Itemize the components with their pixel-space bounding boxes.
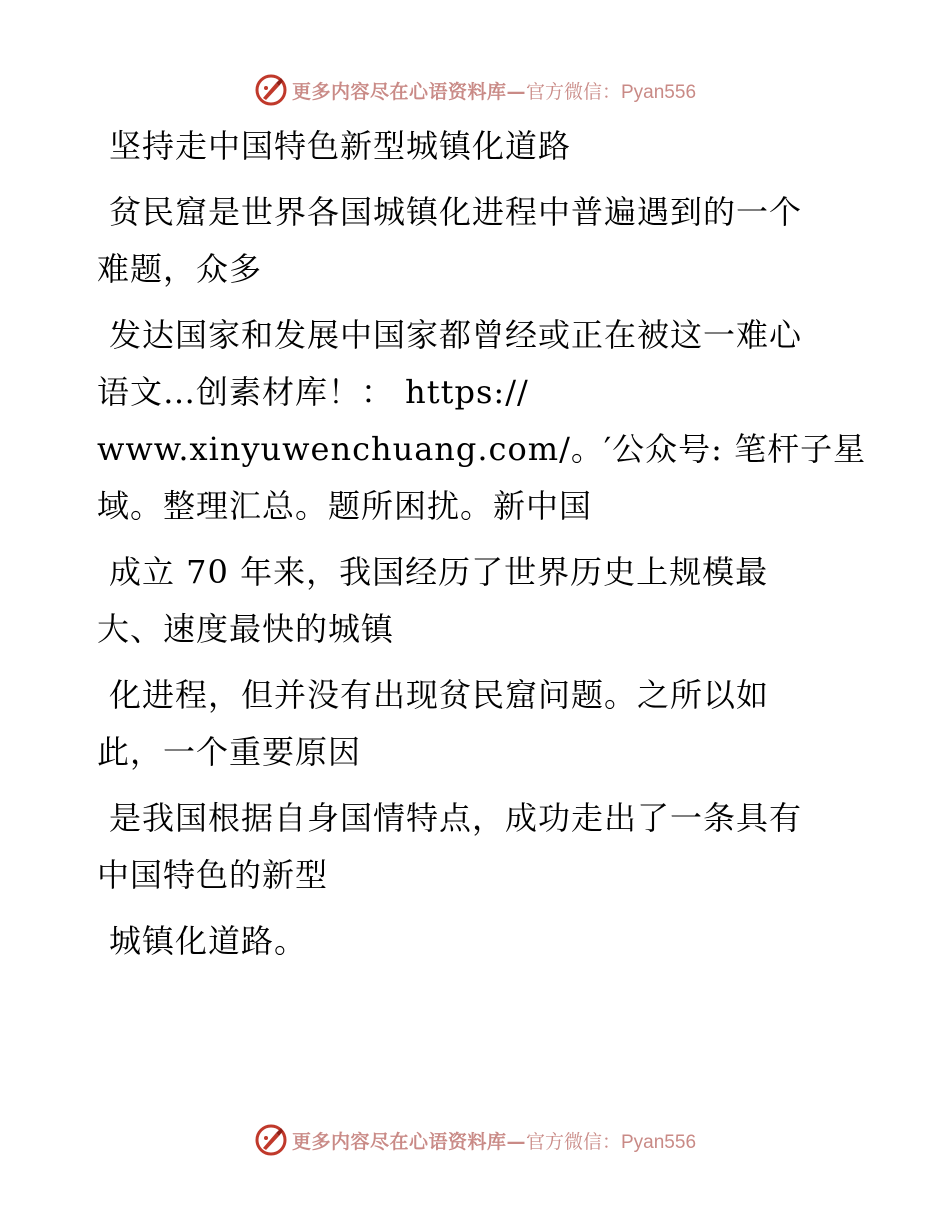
paragraph-line: 域。整理汇总。题所困扰。新中国: [97, 487, 593, 525]
paragraph-line: 化进程，但并没有出现贫民窟问题。之所以如: [109, 676, 770, 714]
title-text: 坚持走中国特色新型城镇化道路: [109, 127, 572, 165]
quill-logo-icon: [254, 1123, 288, 1157]
paragraph-line: 贫民窟是世界各国城镇化进程中普遍遇到的一个: [109, 193, 803, 231]
quill-logo-icon: [254, 73, 288, 107]
document-title: [97, 118, 837, 175]
watermark-wechat: 官方微信：Pyan556: [526, 81, 697, 103]
header-watermark: [0, 70, 950, 110]
paragraph-line: 语文…创素材库！： https://: [97, 373, 529, 411]
paragraph-line: 此，一个重要原因: [97, 733, 362, 771]
paragraph-line: 城镇化道路。: [109, 922, 308, 960]
paragraph-line: 是我国根据自身国情特点，成功走出了一条具有: [109, 799, 803, 837]
document-body: [97, 118, 867, 970]
footer-watermark: [0, 1120, 950, 1160]
paragraph-5: [97, 790, 837, 904]
paragraph-line: 发达国家和发展中国家都曾经或正在被这一难心: [109, 316, 803, 354]
watermark-text: 更多内容尽在心语资料库—: [291, 80, 526, 103]
paragraph-4: [97, 667, 837, 781]
paragraph-3: [97, 544, 837, 658]
paragraph-line: www.xinyuwenchuang.com/。′公众号: 笔杆子星: [97, 430, 867, 468]
paragraph-2: [97, 307, 867, 535]
paragraph-1: [97, 184, 837, 298]
paragraph-line: 难题，众多: [97, 250, 263, 288]
watermark-text: 更多内容尽在心语资料库—: [291, 1130, 526, 1153]
paragraph-line: 成立 70 年来，我国经历了世界历史上规模最: [109, 553, 769, 591]
paragraph-6: [97, 913, 837, 970]
watermark-wechat: 官方微信：Pyan556: [526, 1131, 697, 1153]
paragraph-line: 中国特色的新型: [97, 856, 329, 894]
paragraph-line: 大、速度最快的城镇: [97, 610, 395, 648]
